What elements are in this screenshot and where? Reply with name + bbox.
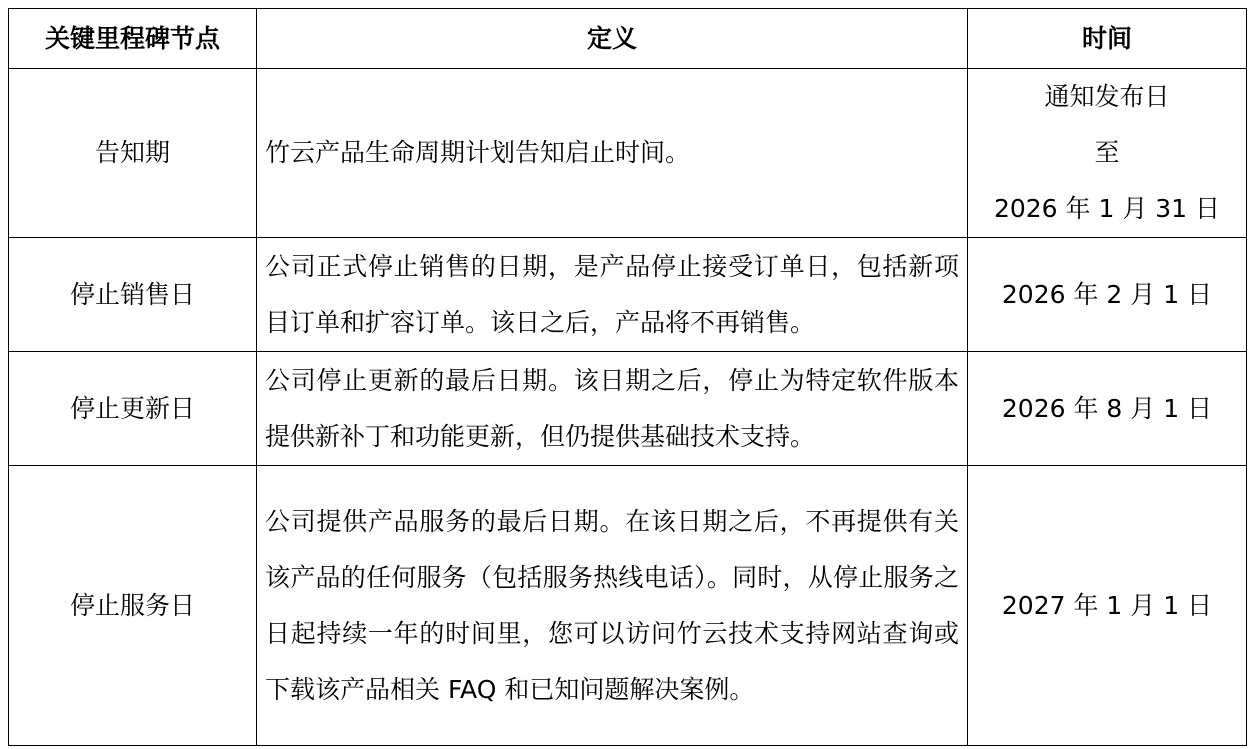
definition-cell: 公司提供产品服务的最后日期。在该日期之后，不再提供有关该产品的任何服务（包括服务热线电话）。同时，从停止服务之日起持续一年的时间里，您可以访问竹云技术支持网站查询或下载该产品相关 FAQ 和已知问题解决案例。	[257, 466, 968, 746]
time-line: 2026 年 1 月 31 日	[993, 194, 1221, 223]
milestone-table	[8, 8, 1247, 746]
table-header-row	[9, 9, 1247, 69]
table-row	[9, 352, 1247, 466]
time-line: 通知发布日	[1044, 82, 1170, 111]
time-cell: 2026 年 8 月 1 日	[968, 352, 1247, 466]
milestone-cell: 停止更新日	[9, 352, 257, 466]
milestone-cell: 告知期	[9, 69, 257, 238]
definition-cell: 公司停止更新的最后日期。该日期之后，停止为特定软件版本提供新补丁和功能更新，但仍提供基础技术支持。	[257, 352, 968, 466]
time-cell: 2027 年 1 月 1 日	[968, 466, 1247, 746]
time-cell	[968, 69, 1247, 238]
definition-cell: 公司正式停止销售的日期，是产品停止接受订单日，包括新项目订单和扩容订单。该日之后，产品将不再销售。	[257, 238, 968, 352]
time-cell: 2026 年 2 月 1 日	[968, 238, 1247, 352]
table-row	[9, 466, 1247, 746]
milestone-cell: 停止服务日	[9, 466, 257, 746]
milestone-cell: 停止销售日	[9, 238, 257, 352]
definition-cell: 竹云产品生命周期计划告知启止时间。	[257, 69, 968, 238]
table-row	[9, 238, 1247, 352]
time-line: 至	[1094, 138, 1120, 167]
header-definition: 定义	[257, 9, 968, 69]
header-time: 时间	[968, 9, 1247, 69]
table-row	[9, 69, 1247, 238]
header-milestone: 关键里程碑节点	[9, 9, 257, 69]
